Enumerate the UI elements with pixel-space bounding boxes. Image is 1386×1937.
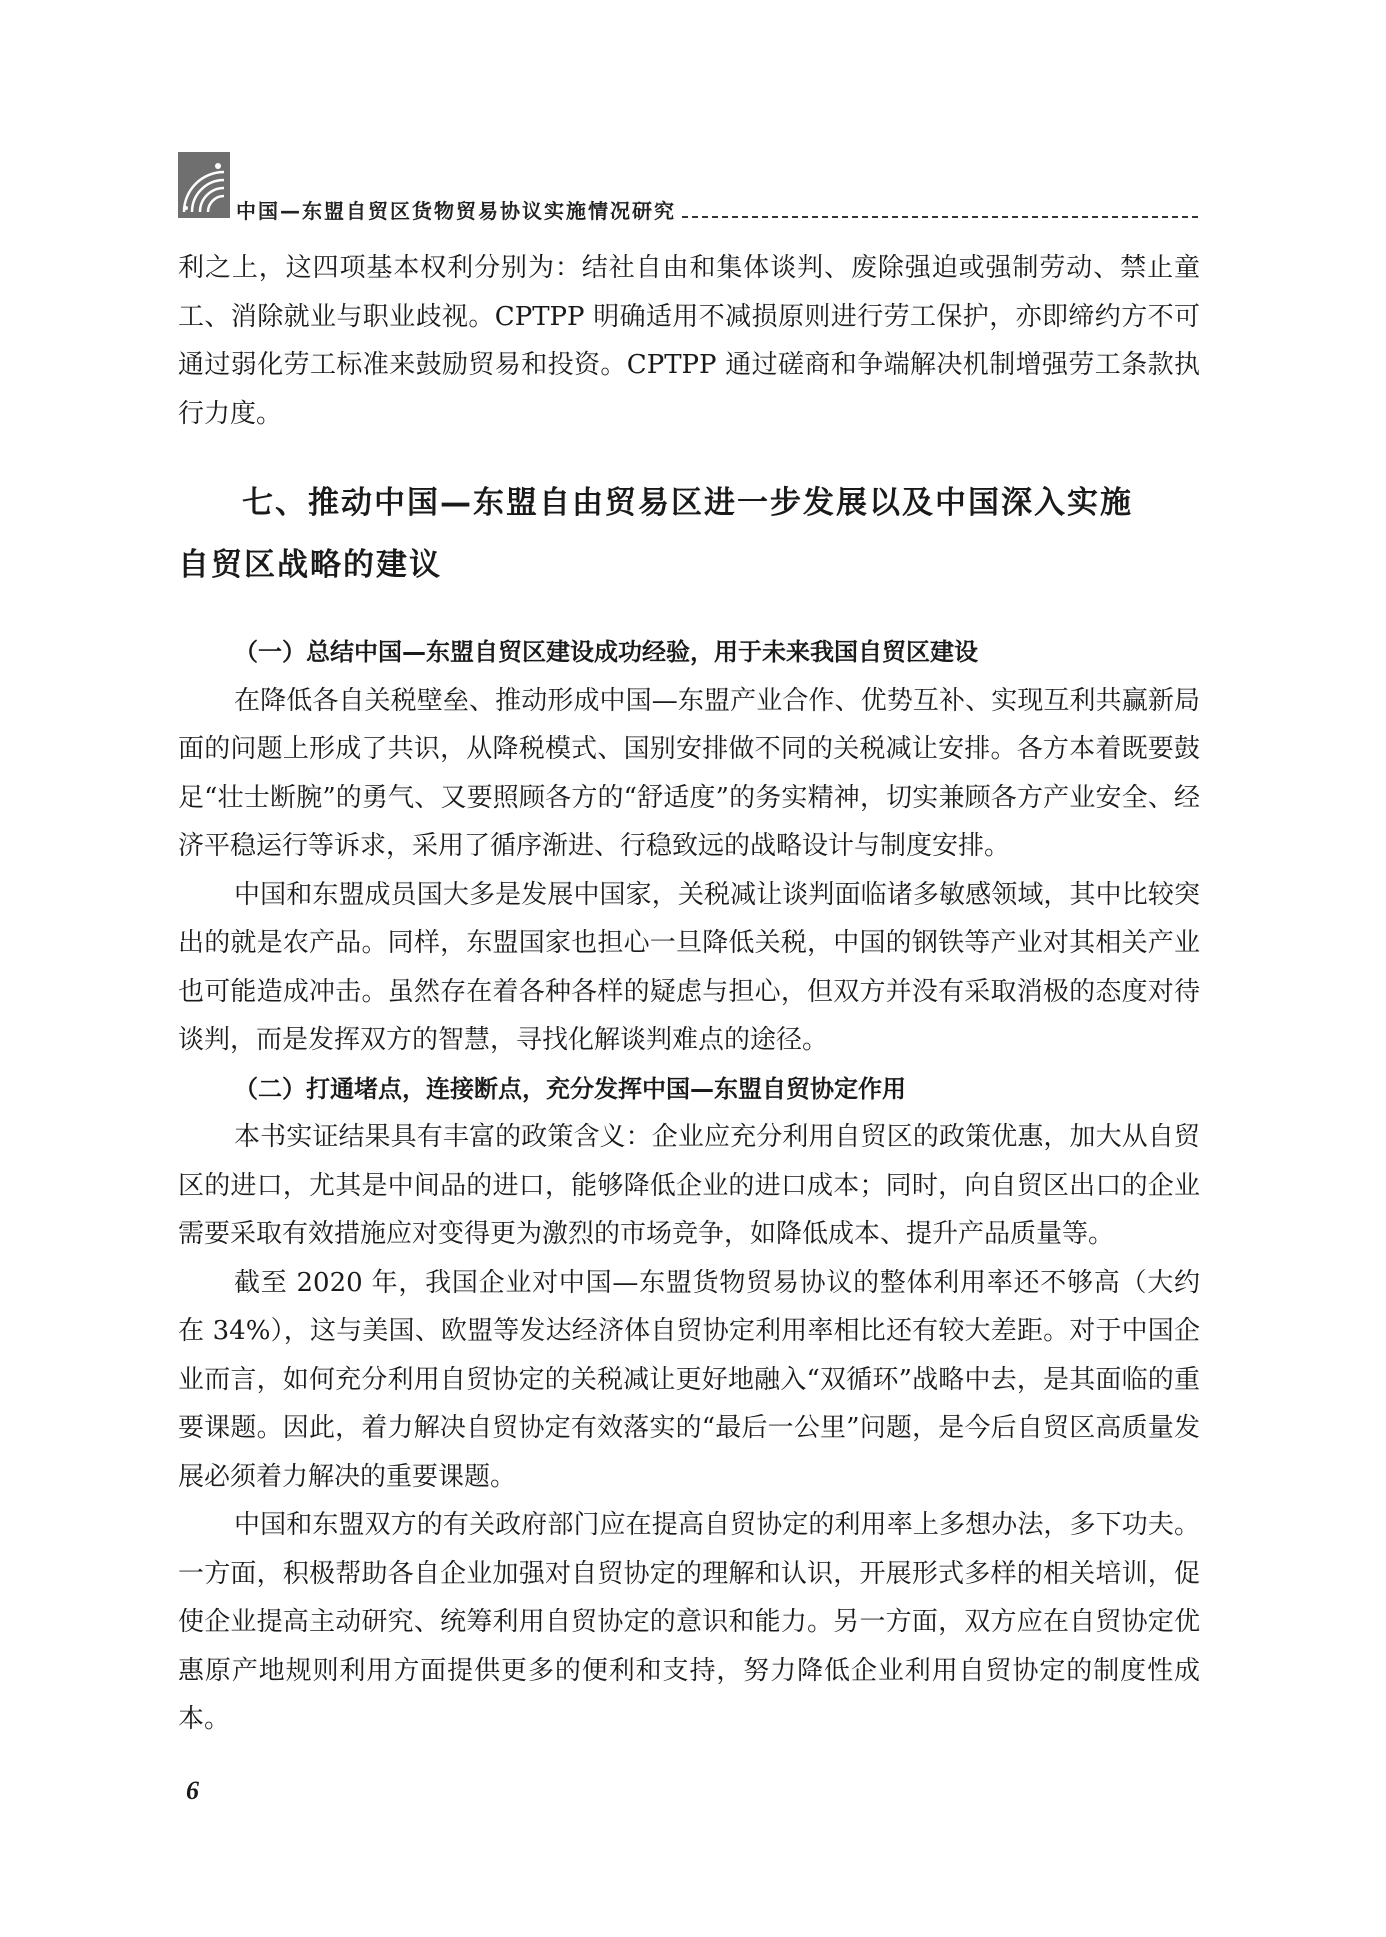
subsection-1-heading: （一）总结中国—东盟自贸区建设成功经验，用于未来我国自贸区建设	[234, 638, 978, 666]
body-paragraph: 中国和东盟成员国大多是发展中国家，关税减让谈判面临诸多敏感领域，其中比较突出的就是农产品。同样，东盟国家也担心一旦降低关税，中国的钢铁等产业对其相关产业也可能造成冲击。虽然存在着各种各样的疑虑与担心，但双方并没有采取消极的态度对待谈判，而是发挥双方的智慧，寻找化解谈判难点的途径。	[178, 879, 1200, 1055]
body-paragraph: 截至 2020 年，我国企业对中国—东盟货物贸易协议的整体利用率还不够高（大约在 34%），这与美国、欧盟等发达经济体自贸协定利用率相比还有较大差距。对于中国企业而言，如何充分利用自贸协定的关税减让更好地融入“双循环”战略中去，是其面临的重要课题。因此，着力解决自贸协定有效落实的“最后一公里”问题，是今后自贸区高质量发展必须着力解决的重要课题。	[178, 1267, 1200, 1492]
section-heading-line-2: 自贸区战略的建议	[178, 547, 442, 583]
body-paragraph: 中国和东盟双方的有关政府部门应在提高自贸协定的利用率上多想办法，多下功夫。一方面，积极帮助各自企业加强对自贸协定的理解和认识，开展形式多样的相关培训，促使企业提高主动研究、统筹利用自贸协定的意识和能力。另一方面，双方应在自贸协定优惠原产地规则利用方面提供更多的便利和支持，努力降低企业利用自贸协定的制度性成本。	[178, 1510, 1200, 1734]
page-number: 6	[186, 1776, 199, 1805]
body-paragraph: 在降低各自关税壁垒、推动形成中国—东盟产业合作、优势互补、实现互利共赢新局面的问题上形成了共识，从降税模式、国别安排做不同的关税减让安排。各方本着既要鼓足“壮士断腕”的勇气、又要照顾各方的“舒适度”的务实精神，切实兼顾各方产业安全、经济平稳运行等诉求，采用了循序渐进、行稳致远的战略设计与制度安排。	[178, 685, 1200, 861]
running-header	[236, 196, 1198, 224]
intro-paragraph: 利之上，这四项基本权利分别为：结社自由和集体谈判、废除强迫或强制劳动、禁止童工、消除就业与职业歧视。CPTPP 明确适用不减损原则进行劳工保护，亦即缔约方不可通过弱化劳工标准来鼓励贸易和投资。CPTPP 通过磋商和争端解决机制增强劳工条款执行力度。	[178, 253, 1200, 429]
running-header-title: 中国—东盟自贸区货物贸易协议实施情况研究	[236, 199, 676, 223]
body-paragraph: 本书实证结果具有丰富的政策含义：企业应充分利用自贸区的政策优惠，加大从自贸区的进口，尤其是中间品的进口，能够降低企业的进口成本；同时，向自贸区出口的企业需要采取有效措施应对变得更为激烈的市场竞争，如降低成本、提升产品质量等。	[178, 1122, 1200, 1249]
section-heading-line-1: 七、推动中国—东盟自由贸易区进一步发展以及中国深入实施	[242, 485, 1133, 521]
book-logo-icon	[178, 152, 230, 218]
page-body	[178, 244, 1200, 1744]
running-header-rule	[682, 216, 1198, 218]
section-heading	[178, 472, 1200, 596]
subsection-2-heading: （二）打通堵点，连接断点，充分发挥中国—东盟自贸协定作用	[234, 1074, 906, 1103]
